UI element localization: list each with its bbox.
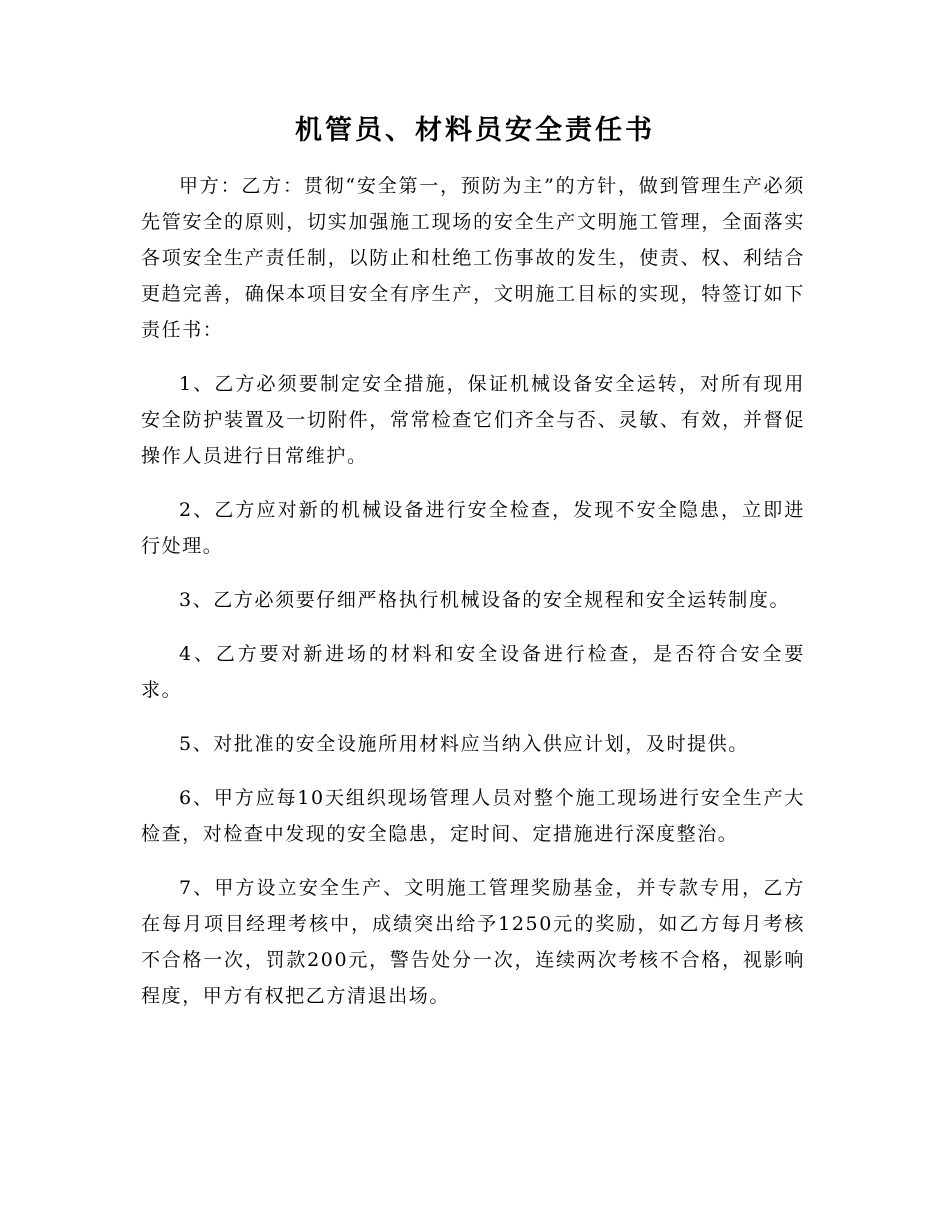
document-body: [141, 168, 805, 1032]
paragraph-item-2: 2、乙方应对新的机械设备进行安全检查，发现不安全隐患，立即进行处理。: [141, 499, 805, 557]
paragraph-item-6: 6、甲方应每10天组织现场管理人员对整个施工现场进行安全生产大检查，对检查中发现的安全隐患，定时间、定措施进行深度整治。: [141, 787, 805, 845]
paragraph-item-4: 4、乙方要对新进场的材料和安全设备进行检查，是否符合安全要求。: [141, 643, 805, 701]
paragraph-item-3: 3、乙方必须要仔细严格执行机械设备的安全规程和安全运转制度。: [179, 589, 791, 611]
paragraph-item-5: 5、对批准的安全设施所用材料应当纳入供应计划，及时提供。: [179, 733, 749, 755]
paragraph-item-7: 7、甲方设立安全生产、文明施工管理奖励基金，并专款专用，乙方在每月项目经理考核中，成绩突出给予1250元的奖励，如乙方每月考核不合格一次，罚款200元，警告处分一次，连续两次考核不合格，视影响程度，甲方有权把乙方清退出场。: [141, 877, 805, 1007]
document-title: 机管员、材料员安全责任书: [295, 115, 655, 146]
paragraph-item-1: 1、乙方必须要制定安全措施，保证机械设备安全运转，对所有现用安全防护装置及一切附件，常常检查它们齐全与否、灵敏、有效，并督促操作人员进行日常维护。: [141, 373, 805, 467]
paragraph-intro: 甲方：乙方：贯彻“安全第一，预防为主”的方针，做到管理生产必须先管安全的原则，切实加强施工现场的安全生产文明施工管理，全面落实各项安全生产责任制，以防止和杜绝工伤事故的发生，使责、权、利结合更趋完善，确保本项目安全有序生产，文明施工目标的实现，特签订如下责任书：: [141, 175, 805, 341]
